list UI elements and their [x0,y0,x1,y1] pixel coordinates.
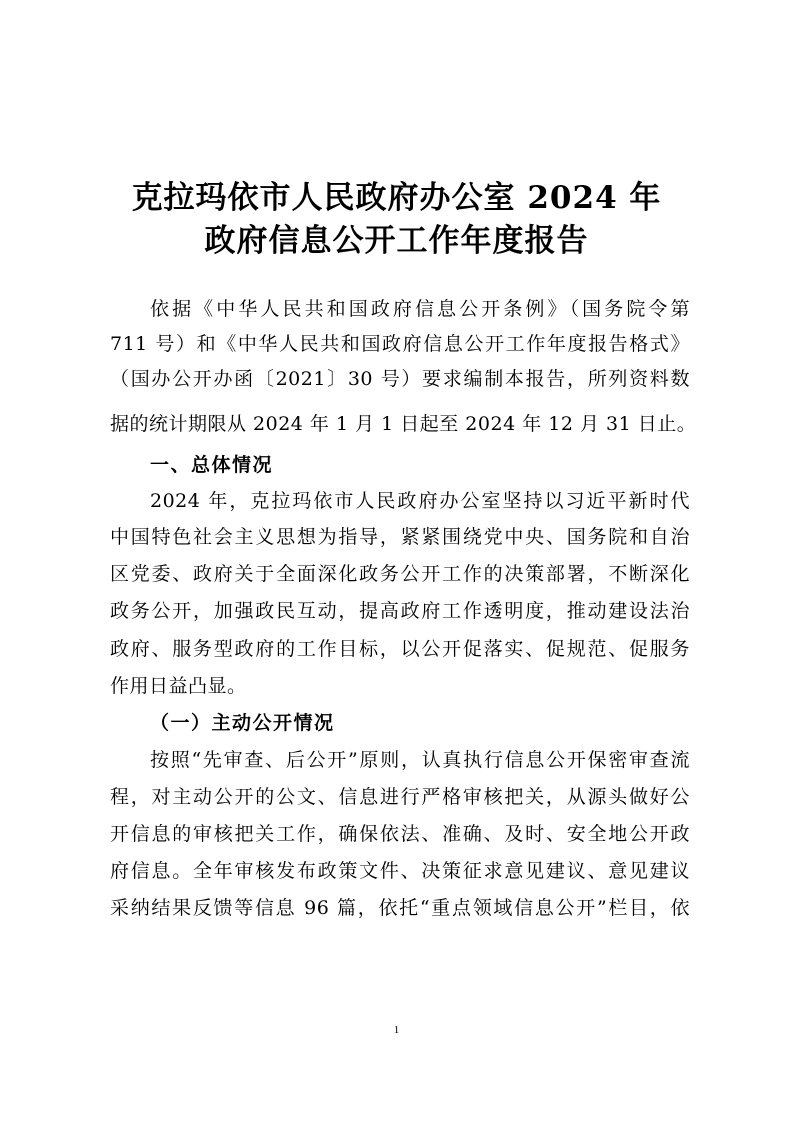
paragraph-2-line-2: 中国特色社会主义思想为指导，紧紧围绕党中央、国务院和自治 [110,526,690,548]
paragraph-3-line-5: 采纳结果反馈等信息 96 篇，依托“重点领域信息公开”栏目，依 [110,897,690,919]
paragraph-2-line-5: 政府、服务型政府的工作目标，以公开促落实、促规范、促服务 [110,638,690,660]
paragraph-1-line-2: 711 号）和《中华人民共和国政府信息公开工作年度报告格式》 [110,333,690,355]
document-title-line-2: 政府信息公开工作年度报告 [204,223,589,259]
page-number: 1 [393,1024,400,1036]
subsection-1-heading: （一）主动公开情况 [150,712,335,734]
paragraph-1-line-3: （国办公开办函〔2021〕30 号）要求编制本报告，所列资料数 [110,368,690,390]
paragraph-3-line-3: 开信息的审核把关工作，确保依法、准确、及时、安全地公开政 [110,823,690,845]
paragraph-3-line-4: 府信息。全年审核发布政策文件、决策征求意见建议、意见建议 [110,860,690,882]
paragraph-1-line-4: 据的统计期限从 2024 年 1 月 1 日起至 2024 年 12 月 31 日止。 [110,413,697,435]
paragraph-2-line-6: 作用日益凸显。 [110,675,247,697]
paragraph-2-line-1: 2024 年，克拉玛依市人民政府办公室坚持以习近平新时代 [150,490,690,512]
paragraph-1-line-1: 依据《中华人民共和国政府信息公开条例》（国务院令第 [150,298,690,320]
document-title-line-1: 克拉玛依市人民政府办公室 2024 年 [131,180,662,216]
paragraph-2-line-3: 区党委、政府关于全面深化政务公开工作的决策部署，不断深化 [110,563,690,585]
paragraph-2-line-4: 政务公开，加强政民互动，提高政府工作透明度，推动建设法治 [110,600,690,622]
section-1-heading: 一、总体情况 [150,454,274,476]
paragraph-3-line-1: 按照“先审查、后公开”原则，认真执行信息公开保密审查流 [150,749,690,771]
paragraph-3-line-2: 程，对主动公开的公文、信息进行严格审核把关，从源头做好公 [110,786,690,808]
